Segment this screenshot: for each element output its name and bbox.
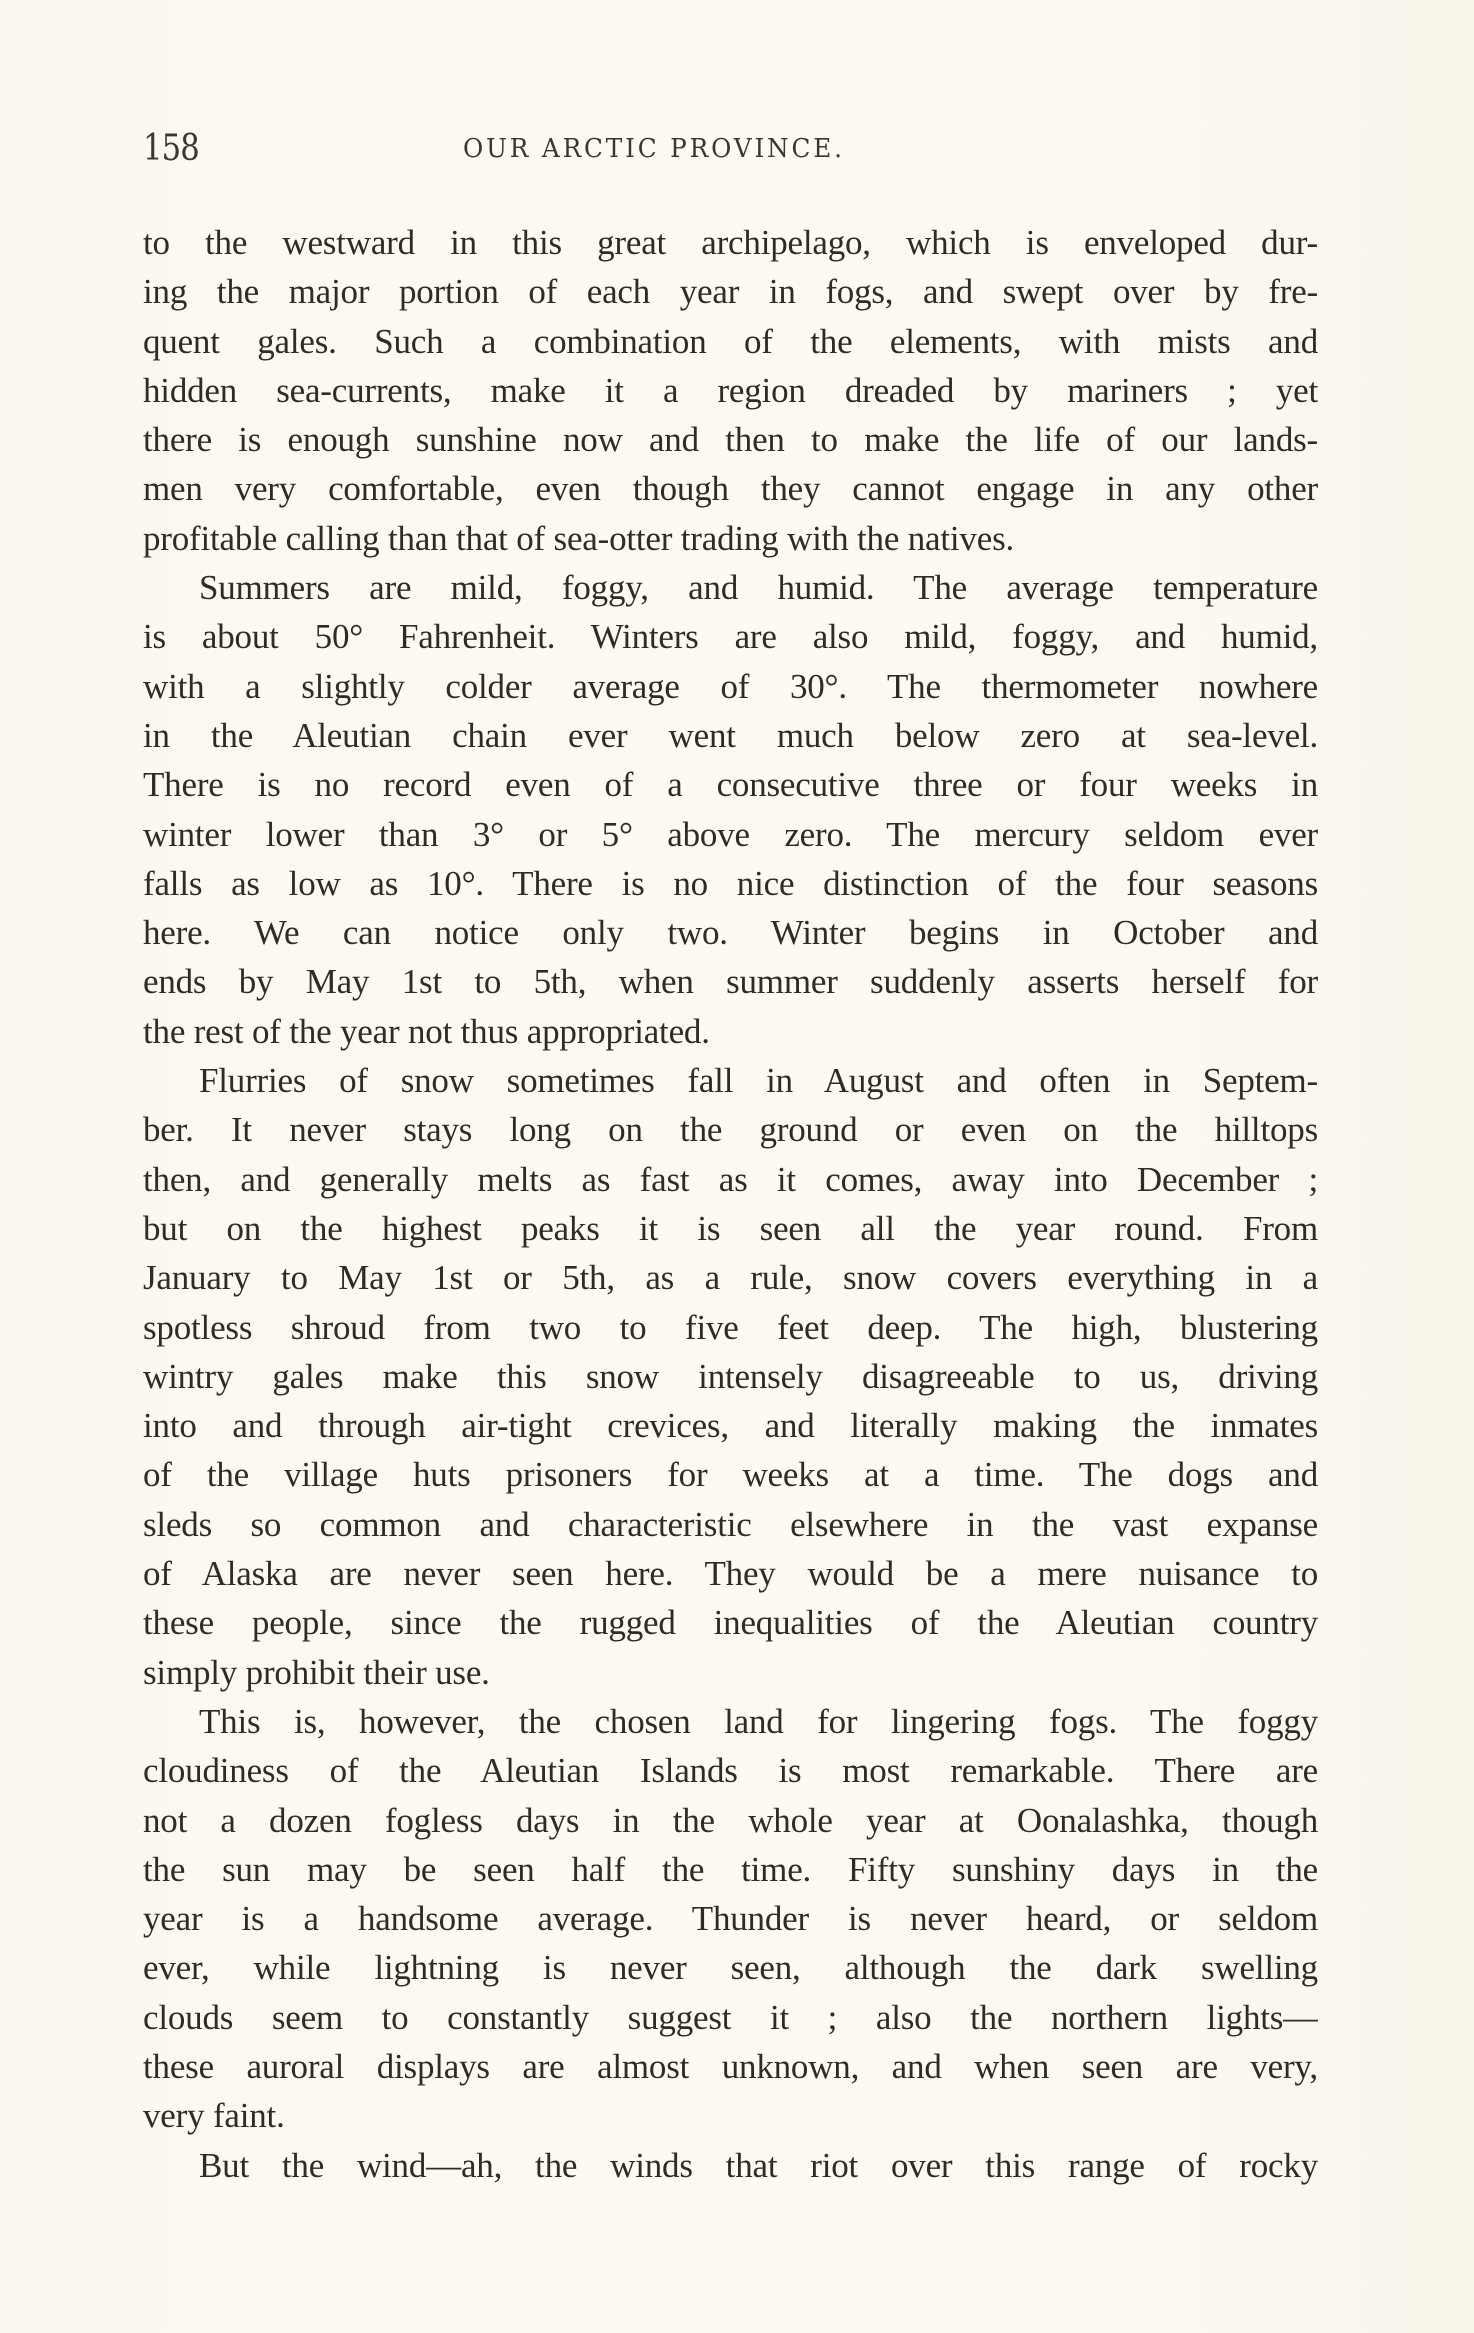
text-line: cloudiness of the Aleutian Islands is most remarkable. There are <box>143 1751 1318 1791</box>
text-line: ends by May 1st to 5th, when summer suddenly asserts herself for <box>143 962 1318 1002</box>
text-line: January to May 1st or 5th, as a rule, snow covers everything in a <box>143 1258 1318 1298</box>
text-line: the sun may be seen half the time. Fifty sunshiny days in the <box>143 1849 1318 1889</box>
text-line: sleds so common and characteristic elsewhere in the vast expanse <box>143 1504 1318 1544</box>
text-line: spotless shroud from two to five feet deep. The high, blustering <box>143 1307 1318 1347</box>
running-head <box>143 128 1318 188</box>
text-line: ever, while lightning is never seen, although the dark swelling <box>143 1948 1318 1988</box>
text-line: This is, however, the chosen land for lingering fogs. The foggy <box>199 1701 1318 1741</box>
text-line: in the Aleutian chain ever went much below zero at sea-level. <box>143 715 1318 755</box>
text-line: of Alaska are never seen here. They would be a mere nuisance to <box>143 1554 1318 1594</box>
text-line: these people, since the rugged inequalities of the Aleutian country <box>143 1603 1318 1643</box>
paragraph <box>143 218 1318 563</box>
text-line: very faint. <box>143 2096 285 2136</box>
paragraph <box>143 2141 1318 2190</box>
text-line: Flurries of snow sometimes fall in August and often in Septem- <box>199 1061 1318 1101</box>
text-line: of the village huts prisoners for weeks at a time. The dogs and <box>143 1455 1318 1495</box>
page-number: 158 <box>143 128 199 169</box>
running-title: OUR ARCTIC PROVINCE. <box>463 134 845 164</box>
text-line: there is enough sunshine now and then to make the life of our lands- <box>143 420 1318 460</box>
text-line: to the westward in this great archipelago, which is enveloped dur- <box>143 223 1318 262</box>
text-line: quent gales. Such a combination of the elements, with mists and <box>143 321 1318 361</box>
text-line: Summers are mild, foggy, and humid. The average temperature <box>199 568 1318 608</box>
text-line: then, and generally melts as fast as it comes, away into December ; <box>143 1159 1318 1199</box>
text-line: but on the highest peaks it is seen all the year round. From <box>143 1208 1318 1248</box>
text-line: There is no record even of a consecutive three or four weeks in <box>143 765 1318 805</box>
text-line: But the wind—ah, the winds that riot over this range of rocky <box>199 2145 1318 2185</box>
text-line: not a dozen fogless days in the whole year at Oonalashka, though <box>143 1800 1318 1840</box>
text-line: profitable calling than that of sea-otter trading with the natives. <box>143 518 1015 558</box>
paragraph <box>143 563 1318 1056</box>
paragraph <box>143 1056 1318 1697</box>
text-line: into and through air-tight crevices, and literally making the inmates <box>143 1406 1318 1446</box>
text-line: the rest of the year not thus appropriated. <box>143 1011 710 1051</box>
text-line: clouds seem to constantly suggest it ; also the northern lights— <box>143 1997 1318 2037</box>
body-text <box>143 218 1318 2190</box>
text-line: simply prohibit their use. <box>143 1652 490 1692</box>
text-line: ber. It never stays long on the ground or even on the hilltops <box>143 1110 1318 1150</box>
text-line: year is a handsome average. Thunder is never heard, or seldom <box>143 1899 1318 1939</box>
text-line: with a slightly colder average of 30°. The thermometer nowhere <box>143 666 1318 706</box>
paragraph <box>143 1697 1318 2141</box>
text-line: wintry gales make this snow intensely disagreeable to us, driving <box>143 1356 1318 1396</box>
text-line: here. We can notice only two. Winter begins in October and <box>143 913 1318 953</box>
text-line: these auroral displays are almost unknown, and when seen are very, <box>143 2046 1318 2086</box>
text-line: is about 50° Fahrenheit. Winters are also mild, foggy, and humid, <box>143 617 1318 657</box>
text-line: winter lower than 3° or 5° above zero. The mercury seldom ever <box>143 814 1318 854</box>
text-line: ing the major portion of each year in fogs, and swept over by fre- <box>143 272 1318 312</box>
text-line: falls as low as 10°. There is no nice distinction of the four seasons <box>143 863 1318 903</box>
text-line: hidden sea-currents, make it a region dreaded by mariners ; yet <box>143 370 1318 410</box>
text-line: men very comfortable, even though they cannot engage in any other <box>143 469 1318 509</box>
